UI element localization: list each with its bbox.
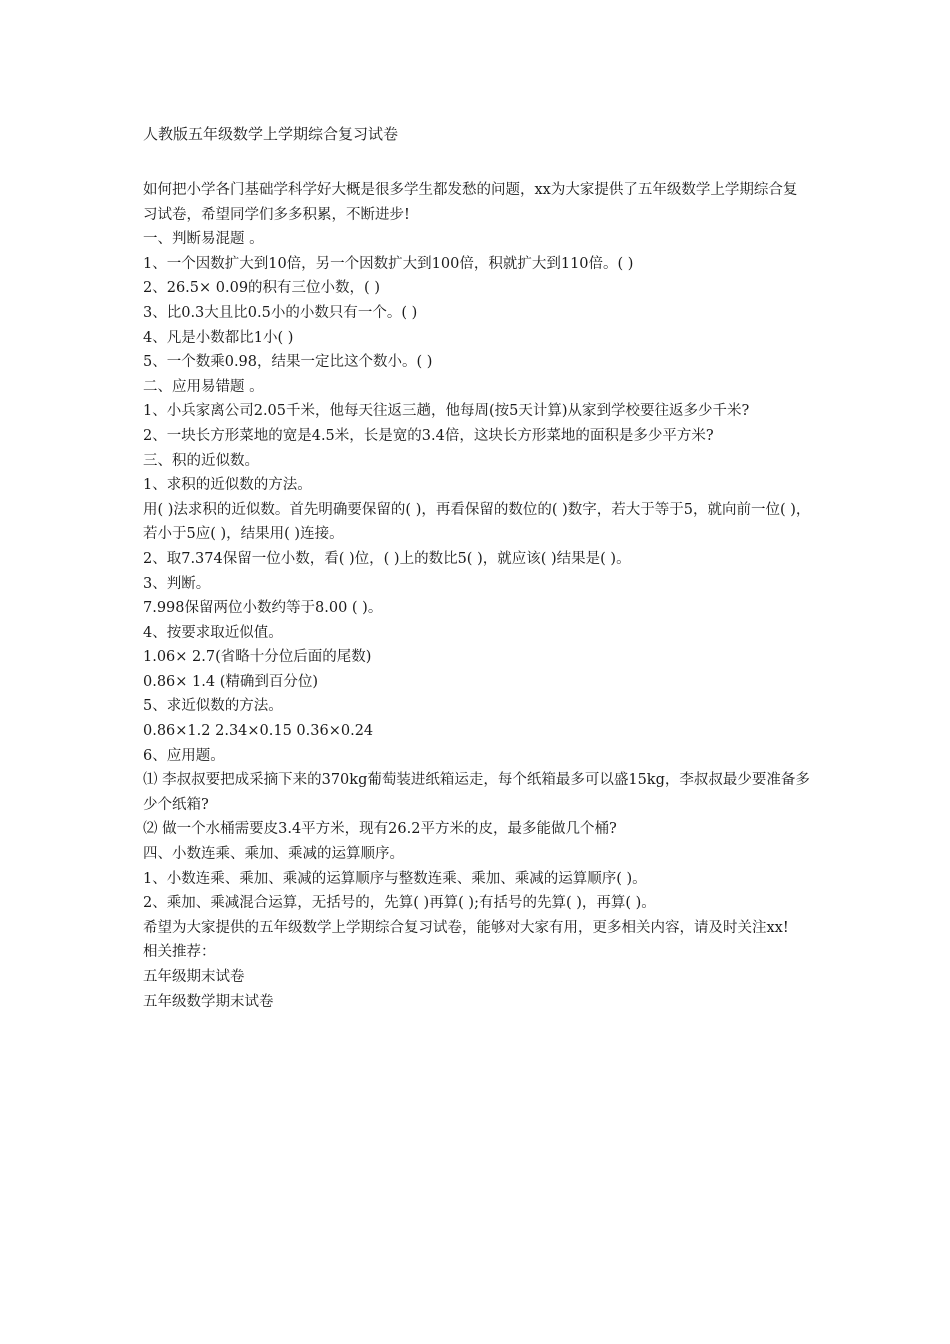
question-3-5: 0.86×1.2 2.34×0.15 0.36×0.24 [143,723,374,740]
subheading-3-3: 3、判断。 [143,575,211,592]
question-3-4a: 1.06× 2.7(省略十分位后面的尾数) [143,649,372,666]
section-heading-3: 三、积的近似数。 [143,452,259,469]
question-1-4: 4、凡是小数都比1小( ) [143,329,294,346]
intro-paragraph: 如何把小学各门基础学科学好大概是很多学生都发愁的问题，xx为大家提供了五年级数学上学期综合复习试卷，希望同学们多多积累，不断进步! [143,182,798,223]
question-2-1: 1、小兵家离公司2.05千米，他每天往返三趟，他每周(按5天计算)从家到学校要往返多少千米? [143,403,750,420]
question-3-2: 2、取7.374保留一位小数，看( )位，( )上的数比5( )，就应该( )结果是( )。 [143,550,631,567]
subheading-3-4: 4、按要求取近似值。 [143,624,283,641]
question-3-6-1: ⑴ 李叔叔要把成采摘下来的370kg葡萄装进纸箱运走，每个纸箱最多可以盛15kg，李叔叔最少要准备多少个纸箱? [143,772,810,813]
question-1-1: 1、一个因数扩大到10倍，另一个因数扩大到100倍，积就扩大到110倍。( ) [143,255,634,272]
question-2-2: 2、一块长方形菜地的宽是4.5米，长是宽的3.4倍，这块长方形菜地的面积是多少平方米? [143,427,714,444]
section-heading-2: 二、应用易错题 。 [143,378,264,395]
subheading-3-1: 1、求积的近似数的方法。 [143,477,312,494]
related-heading: 相关推荐： [143,944,216,961]
question-4-2: 2、乘加、乘减混合运算，无括号的，先算( )再算( );有括号的先算( )，再算( )。 [143,895,656,912]
question-1-3: 3、比0.3大且比0.5小的小数只有一个。( ) [143,304,418,321]
subheading-3-6: 6、应用题。 [143,747,225,764]
subheading-3-5: 5、求近似数的方法。 [143,698,283,715]
question-3-6-2: ⑵ 做一个水桶需要皮3.4平方米，现有26.2平方米的皮，最多能做几个桶? [143,821,617,838]
related-link-1: 五年级期末试卷 [143,969,245,985]
section-heading-4: 四、小数连乘、乘加、乘减的运算顺序。 [143,846,404,863]
question-3-1: 用( )法求积的近似数。首先明确要保留的( )，再看保留的数位的( )数字，若大于等于5，就向前一位( )，若小于5应( )，结果用( )连接。 [143,501,811,543]
document-page [143,122,811,1014]
question-3-3: 7.998保留两位小数约等于8.00 ( )。 [143,600,383,617]
document-title: 人教版五年级数学上学期综合复习试卷 [143,125,399,143]
document-body [143,178,811,1014]
section-heading-1: 一、判断易混题 。 [143,231,264,248]
question-4-1: 1、小数连乘、乘加、乘减的运算顺序与整数连乘、乘加、乘减的运算顺序( )。 [143,870,647,887]
related-link-2: 五年级数学期末试卷 [143,993,274,1010]
question-1-5: 5、一个数乘0.98，结果一定比这个数小。( ) [143,354,433,371]
question-1-2: 2、26.5× 0.09的积有三位小数，( ) [143,280,380,297]
closing-paragraph: 希望为大家提供的五年级数学上学期综合复习试卷，能够对大家有用，更多相关内容，请及时关注xx! [143,919,789,936]
question-3-4b: 0.86× 1.4 (精确到百分位) [143,673,319,690]
